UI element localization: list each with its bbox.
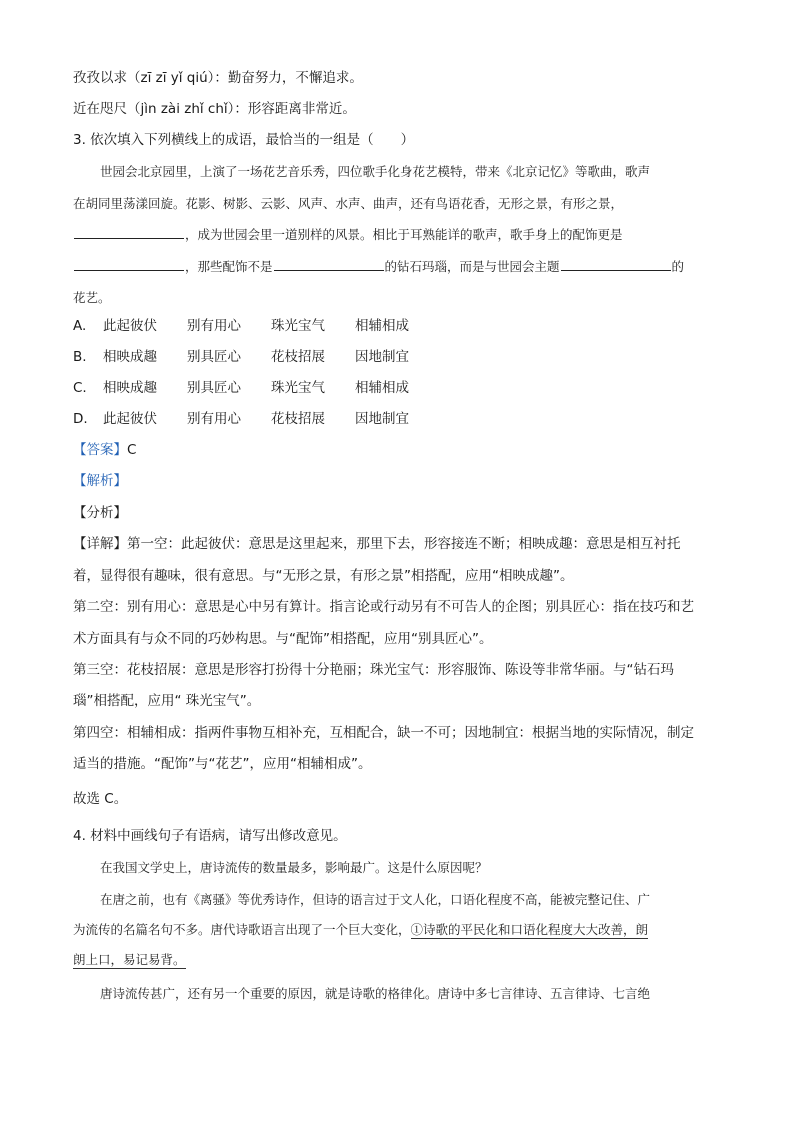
option-a[interactable]: A. 此起彼伏 别有用心 珠光宝气 相辅相成: [73, 318, 409, 334]
material-line: 在唐之前，也有《离骚》等优秀诗作，但诗的语言过于文人化，口语化程度不高，能被完整记住、广: [100, 892, 651, 907]
detail-line: 【详解】第一空：此起彼伏：意思是这里起来，那里下去，形容接连不断；相映成趣：意思是相互衬托: [73, 536, 681, 552]
answer-tag: 【答案】: [73, 442, 127, 458]
material-line: 为流传的名篇名句不多。唐代诗歌语言出现了一个巨大变化，①诗歌的平民化和口语化程度大大改善，朗: [73, 922, 649, 937]
option-d[interactable]: D. 此起彼伏 别有用心 花枝招展 因地制宜: [73, 411, 409, 427]
passage-line: 花艺。: [73, 290, 111, 305]
question-4-stem: 4. 材料中画线句子有语病，请写出修改意见。: [73, 828, 347, 844]
fenxi-tag: 【分析】: [73, 505, 127, 521]
passage-line: ，成为世园会里一道别样的风景。相比于耳熟能详的歌声，歌手身上的配饰更是: [73, 224, 625, 245]
detail-line: 第四空：相辅相成：指两件事物互相补充，互相配合，缺一不可；因地制宜：根据当地的实际情况，制定: [73, 725, 694, 741]
conclusion-line: 故选 C。: [73, 791, 128, 807]
fill-blank-2[interactable]: [74, 256, 184, 271]
detail-line: 术方面具有与众不同的巧妙构思。与“配饰”相搭配，应用“别具匠心”。: [73, 631, 493, 647]
underlined-sentence: 朗上口，易记易背。: [73, 952, 186, 967]
analysis-tag: 【解析】: [73, 473, 127, 489]
option-c[interactable]: C. 相映成趣 别具匠心 珠光宝气 相辅相成: [73, 380, 409, 396]
answer-line: [73, 440, 723, 460]
option-b[interactable]: B. 相映成趣 别具匠心 花枝招展 因地制宜: [73, 349, 409, 365]
material-line: [73, 950, 186, 970]
glossary-item: 近在咫尺（jìn zài zhǐ chǐ）：形容距离非常近。: [73, 101, 356, 117]
detail-line: 适当的措施。“配饰”与“花艺”，应用“相辅相成”。: [73, 756, 372, 772]
passage-line: 世园会北京园里，上演了一场花艺音乐秀，四位歌手化身花艺模特，带来《北京记忆》等歌曲，歌声: [100, 164, 651, 179]
answer-value: C: [127, 442, 137, 458]
fill-blank-3[interactable]: [274, 256, 384, 271]
fill-blank-4[interactable]: [561, 256, 671, 271]
detail-line: 瑙”相搭配，应用“ 珠光宝气”。: [73, 693, 261, 709]
material-line: 唐诗流传甚广，还有另一个重要的原因，就是诗歌的格律化。唐诗中多七言律诗、五言律诗、七言绝: [100, 986, 651, 1001]
detail-tag: 【详解】: [73, 536, 127, 552]
detail-line: 第三空：花枝招展：意思是形容打扮得十分艳丽；珠光宝气：形容服饰、陈设等非常华丽。与“钻石玛: [73, 662, 674, 678]
detail-line: 第二空：别有用心：意思是心中另有算计。指言论或行动另有不可告人的企图；别具匠心：指在技巧和艺: [73, 599, 694, 615]
glossary-item: 孜孜以求（zī zī yǐ qiú）：勤奋努力，不懈追求。: [73, 70, 363, 86]
material-line: 在我国文学史上，唐诗流传的数量最多，影响最广。这是什么原因呢？: [100, 860, 488, 875]
passage-line: 在胡同里荡漾回旋。花影、树影、云影、风声、水声、曲声，还有鸟语花香，无形之景，有形之景，: [73, 196, 624, 211]
fill-blank-1[interactable]: [74, 224, 184, 239]
underlined-sentence: ①诗歌的平民化和口语化程度大大改善，朗: [410, 922, 649, 937]
detail-line: 着，显得很有趣味，很有意思。与“无形之景，有形之景”相搭配，应用“相映成趣”。: [73, 568, 574, 584]
passage-line: ，那些配饰不是 的钻石玛瑙，而是与世园会主题 的: [73, 256, 684, 277]
question-3-stem: 3. 依次填入下列横线上的成语，最恰当的一组是（ ）: [73, 132, 415, 148]
